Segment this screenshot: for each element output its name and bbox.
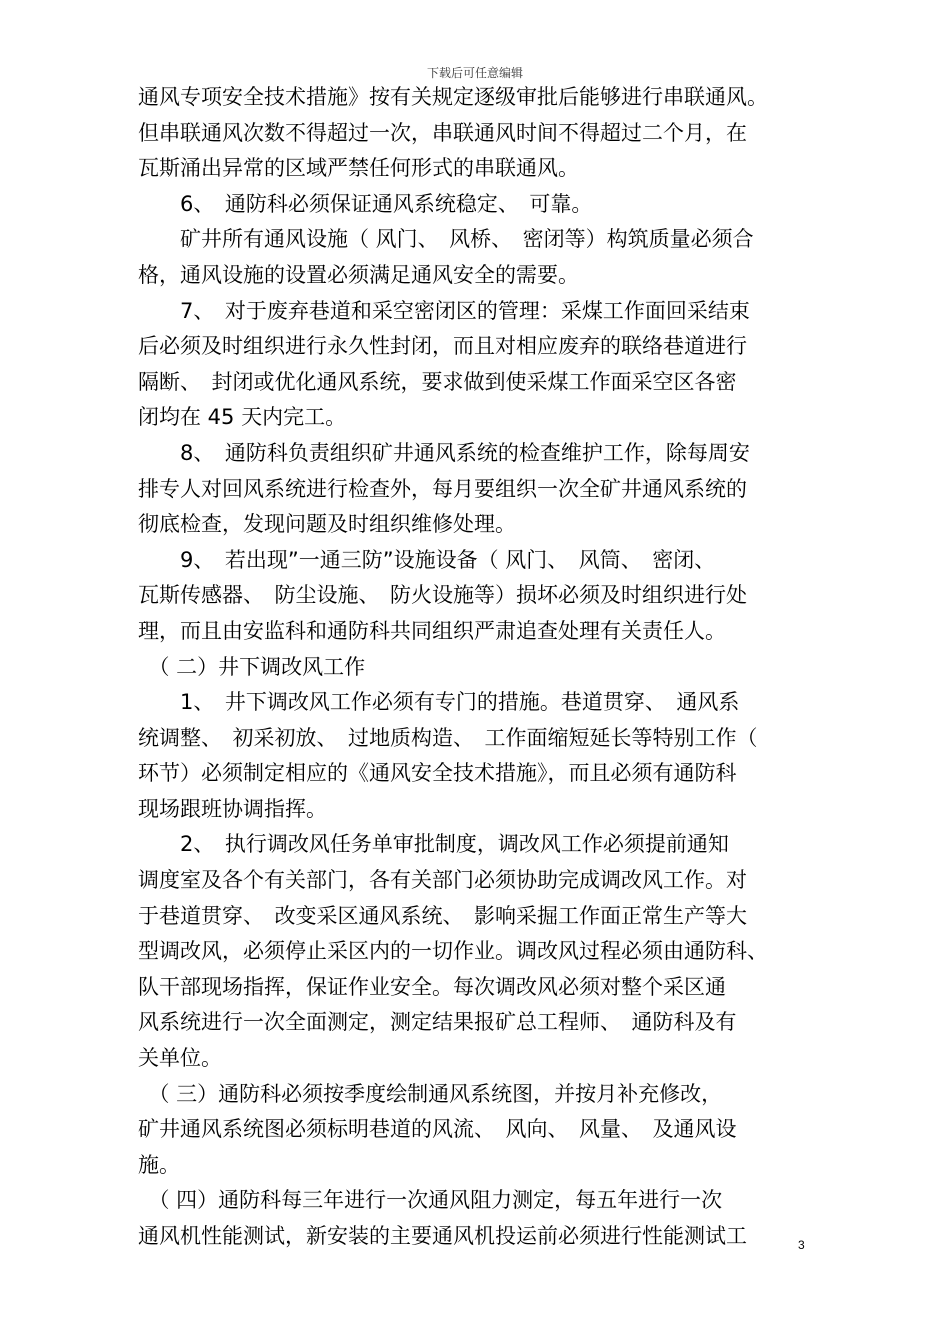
text-line: 风系统进行一次全面测定，测定结果报矿总工程师、 通防科及有	[138, 1010, 737, 1035]
text-line: 队干部现场指挥，保证作业安全。每次调改风必须对整个采区通	[138, 974, 726, 999]
body-text	[138, 80, 818, 1255]
text-line: 7、 对于废弃巷道和采空密闭区的管理：采煤工作面回采结束	[138, 298, 750, 323]
text-line: 通风专项安全技术措施》按有关规定逐级审批后能够进行串联通风。	[138, 85, 768, 109]
text-line: 格，通风设施的设置必须满足通风安全的需要。	[138, 262, 579, 287]
text-line: 瓦斯传感器、 防尘设施、 防火设施等）损坏必须及时组织进行处	[138, 583, 747, 608]
text-line: （ 四）通防科每三年进行一次通风阻力测定，每五年进行一次	[138, 1188, 723, 1213]
text-line: 统调整、 初采初放、 过地质构造、 工作面缩短延长等特别工作（	[138, 725, 758, 750]
text-line: 9、 若出现”一通三防”设施设备（ 风门、 风筒、 密闭、	[138, 547, 716, 572]
text-line: 矿井通风系统图必须标明巷道的风流、 风向、 风量、 及通风设	[138, 1117, 737, 1142]
text-line: 理，而且由安监科和通防科共同组织严肃追查处理有关责任人。	[138, 618, 726, 643]
text-line: （ 二）井下调改风工作	[138, 654, 366, 679]
text-line: 型调改风，必须停止采区内的一切作业。调改风过程必须由通防科、	[138, 939, 768, 964]
text-line: 2、 执行调改风任务单审批制度，调改风工作必须提前通知	[138, 832, 729, 857]
text-line: 但串联通风次数不得超过一次，串联通风时间不得超过二个月，在	[138, 120, 747, 145]
text-line: 于巷道贯穿、 改变采区通风系统、 影响采掘工作面正常生产等大	[138, 903, 747, 928]
text-line: 环节）必须制定相应的《通风安全技术措施》，而且必须有通防科	[138, 761, 737, 786]
text-line: 1、 井下调改风工作必须有专门的措施。巷道贯穿、 通风系	[138, 690, 740, 715]
text-line: 排专人对回风系统进行检查外，每月要组织一次全矿井通风系统的	[138, 476, 747, 501]
text-line: 8、 通防科负责组织矿井通风系统的检查维护工作，除每周安	[138, 440, 750, 465]
text-line: 调度室及各个有关部门，各有关部门必须协助完成调改风工作。对	[138, 868, 747, 893]
header-note: 下载后可任意编辑	[426, 66, 523, 80]
text-line: 6、 通防科必须保证通风系统稳定、 可靠。	[138, 191, 593, 216]
page-number: 3	[798, 1238, 805, 1252]
text-line: 后必须及时组织进行永久性封闭，而且对相应废弃的联络巷道进行	[138, 334, 747, 359]
text-line: 通风机性能测试，新安装的主要通风机投运前必须进行性能测试工	[138, 1224, 747, 1248]
text-line: （ 三）通防科必须按季度绘制通风系统图，并按月补充修改，	[138, 1081, 723, 1106]
text-line: 闭均在 45 天内完工。	[138, 405, 347, 430]
text-line: 瓦斯涌出异常的区域严禁任何形式的串联通风。	[138, 156, 579, 181]
text-line: 关单位。	[138, 1046, 222, 1071]
text-line: 彻底检查，发现问题及时组织维修处理。	[138, 512, 516, 537]
text-line: 现场跟班协调指挥。	[138, 796, 327, 821]
text-line: 隔断、 封闭或优化通风系统，要求做到使采煤工作面采空区各密	[138, 369, 737, 394]
text-line: 施。	[138, 1152, 180, 1177]
text-line: 矿井所有通风设施（ 风门、 风桥、 密闭等）构筑质量必须合	[138, 227, 754, 252]
